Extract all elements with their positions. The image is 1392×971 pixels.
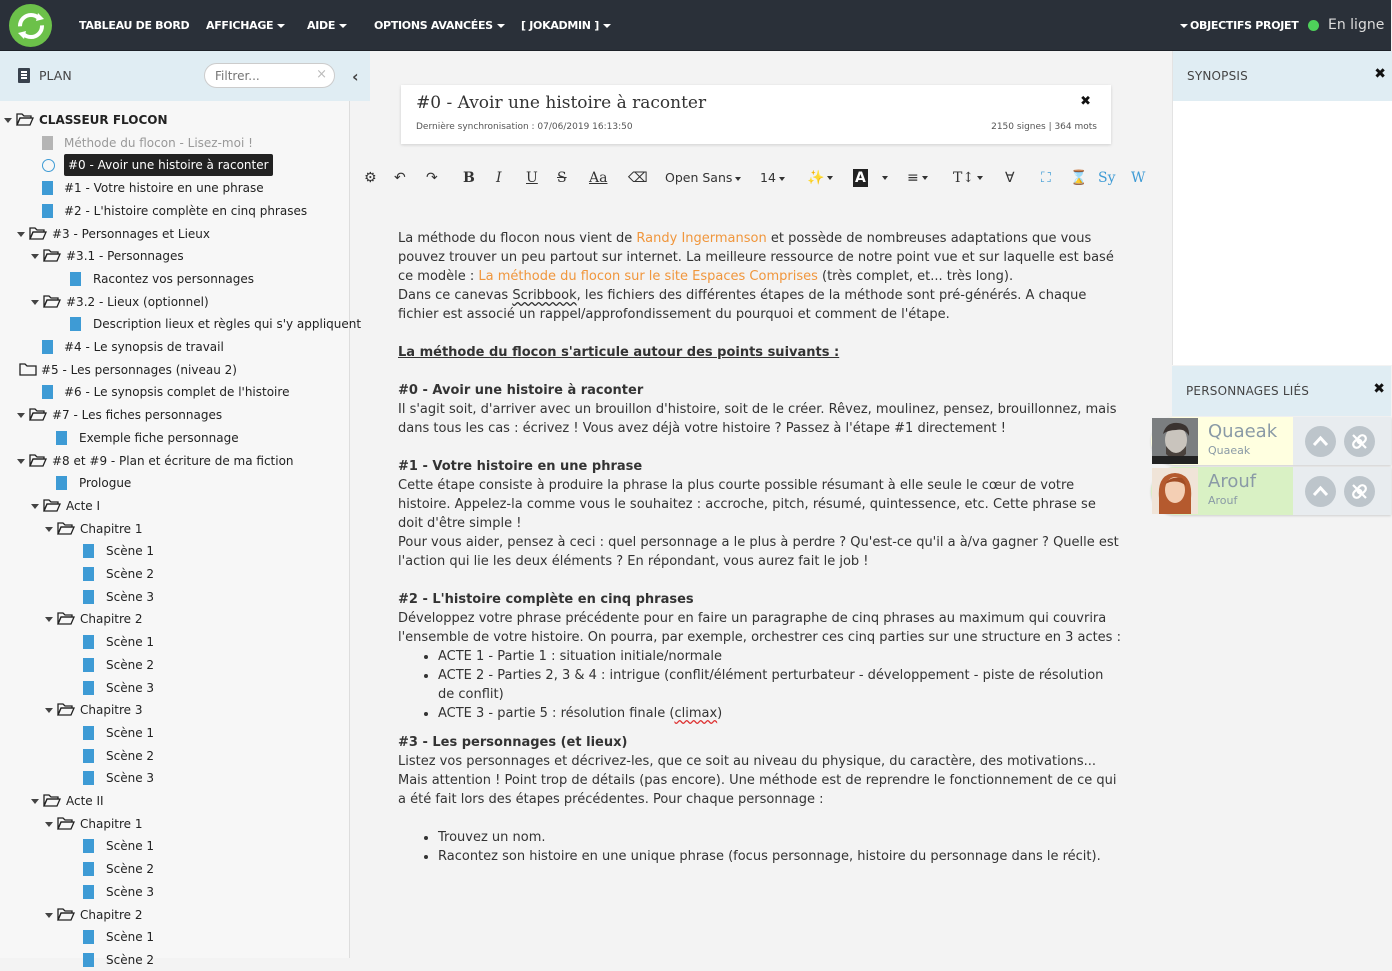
tree-item-label: #5 - Les personnages (niveau 2) [41,363,237,377]
text-color-dropdown[interactable] [879,166,888,190]
step-text: Cette étape consiste à produire la phrase la plus courte possible résumant à elle seule le cœur de votre histoire. Appelez-la comme vous le souhaitez : accroche, pitch, résumé, quintessence, etc. Cette phrase se doit d'être simple ! [398,478,1096,531]
document-icon [83,590,94,604]
folder-open-icon [57,908,75,921]
document-title[interactable]: #0 - Avoir une histoire à raconter [416,93,707,113]
plan-title: PLAN [39,68,72,83]
list-item: • ACTE 1 - Partie 1 : situation initiale/normale [438,647,1123,666]
tree-item-label: Scène 1 [106,726,155,740]
synopsis-panel [1172,51,1391,365]
character-list [438,828,1123,866]
unlink-button[interactable] [1344,476,1375,507]
tree-item-label: Scène 2 [106,862,155,876]
tree-item-label: Scène 2 [106,658,155,672]
list-item: • ACTE 3 - partie 5 : résolution finale (climax) [438,704,1123,723]
document-icon [42,340,53,354]
expand-toggle-icon[interactable] [45,708,53,713]
tree-item-label: Scène 2 [106,749,155,763]
character-subtitle: Quaeak [1208,444,1251,457]
link-ingermanson[interactable]: Ingermanson [681,231,767,246]
document-icon [42,181,53,195]
synonyms-button[interactable]: Sy [1098,170,1116,186]
document-stats: 2150 signes | 364 mots [991,122,1097,132]
folder-open-icon [43,499,61,512]
caret-down-icon [277,24,285,28]
collapse-panel-button[interactable]: ‹ [352,67,359,86]
document-icon [83,567,94,581]
caret-down-icon [882,176,888,180]
eraser-icon[interactable]: ⌫ [628,170,648,186]
folder-open-icon [43,249,61,262]
document-icon [42,385,53,399]
circle-icon [42,159,55,172]
step-title: #2 - L'histoire complète en cinq phrases [398,592,694,607]
list-item: • Trouvez un nom. [438,828,1123,847]
tree-item-label: #0 - Avoir une histoire à raconter [64,154,273,176]
character-subtitle: Arouf [1208,494,1238,507]
text-height-icon[interactable]: T↕ [953,166,983,190]
book-icon [18,68,30,83]
tree-item-label: #3 - Personnages et Lieux [52,227,211,241]
expand-toggle-icon[interactable] [31,504,39,509]
spellcheck-icon[interactable]: ∀ [1005,170,1015,186]
align-icon[interactable]: ≡ [907,166,928,190]
synopsis-title: SYNOPSIS [1187,69,1248,83]
move-up-button[interactable] [1305,476,1336,507]
step-title: #1 - Votre histoire en une phrase [398,459,643,474]
italic-icon[interactable]: I [496,170,502,186]
document-icon [56,476,67,490]
folder-open-icon [43,295,61,308]
document-icon [83,635,94,649]
folder-open-icon [57,612,75,625]
synopsis-header [1173,51,1392,101]
expand-toggle-icon[interactable] [45,617,53,622]
folder-open-icon [57,817,75,830]
font-case-icon[interactable]: Aa [589,170,608,186]
link-espaces-comprises[interactable]: La méthode du flocon sur le site Espaces Comprises [478,269,818,284]
caret-down-icon [977,176,983,180]
synopsis-textarea[interactable] [1173,101,1392,365]
tree-item-label: Scène 3 [106,885,155,899]
filter-input[interactable] [215,67,310,84]
close-characters-icon[interactable]: ✖ [1373,381,1385,397]
tree-item-label: Scène 1 [106,544,155,558]
tree-item-label: Chapitre 1 [80,817,143,831]
document-icon [83,771,94,785]
acts-list [438,647,1123,723]
plan-panel [0,51,362,967]
folder-open-icon [29,408,47,421]
expand-toggle-icon[interactable] [31,300,39,305]
text-color-icon[interactable]: A [855,170,866,186]
document-icon [83,953,94,967]
editor-toolbar [360,166,1160,190]
tree-item-label: Chapitre 2 [80,612,143,626]
tree-item-label: Scène 3 [106,771,155,785]
tree-item-label: Scène 2 [106,567,155,581]
section-heading: La méthode du flocon s'articule autour des points suivants : [398,345,840,360]
expand-toggle-icon[interactable] [31,799,39,804]
list-item: • ACTE 2 - Parties 2, 3 & 4 : intrigue (conflit/élément perturbateur - développement - piste de résolution de conflit) [438,666,1123,704]
filter-box [204,63,335,88]
tree-item-label: Scène 2 [106,953,155,967]
step-text: Développez votre phrase précédente pour en faire un paragraphe de cinq phrases au maximum qui couvrira l'ensemble de votre histoire. On pourra, par exemple, orchestrer ces cinq parties sur une structure en 3 actes : [398,611,1121,645]
nav-aide[interactable]: AIDE [307,0,347,51]
tree-item-label: Scène 1 [106,930,155,944]
tree-item-label: Acte I [66,499,101,513]
caret-down-icon [779,177,785,181]
avatar [1152,468,1198,514]
folder-open-icon [57,703,75,716]
document-icon [83,726,94,740]
online-status-text: En ligne [1328,17,1385,33]
nav-dashboard[interactable]: TABLEAU DE BORD [79,19,190,32]
tree-item-label: Scène 3 [106,590,155,604]
underline-icon[interactable]: U [526,170,538,186]
tree-item-label: Scène 1 [106,635,155,649]
tree-item-label: Méthode du flocon - Lisez-moi ! [64,136,253,150]
expand-toggle-icon[interactable] [17,459,25,464]
undo-icon[interactable]: ↶ [394,170,406,186]
linked-characters-header [1172,366,1391,416]
expand-toggle-icon[interactable] [45,913,53,918]
expand-toggle-icon[interactable] [31,254,39,259]
expand-toggle-icon[interactable] [4,118,12,123]
step-title: #3 - Les personnages (et lieux) [398,735,628,750]
online-status-dot [1308,20,1319,31]
folder-open-icon [16,113,34,126]
unlink-button[interactable] [1344,426,1375,457]
caret-down-icon [339,24,347,28]
document-icon [42,204,53,218]
document-icon [83,930,94,944]
character-actions [1293,467,1391,515]
document-icon [83,839,94,853]
expand-toggle-icon[interactable] [17,413,25,418]
document-icon [83,885,94,899]
hourglass-icon[interactable]: ⌛ [1070,170,1088,186]
tree-item-label: #4 - Le synopsis de travail [64,340,224,354]
linked-characters-title: PERSONNAGES LIÉS [1186,384,1310,398]
clear-filter-icon[interactable]: × [316,67,327,82]
paragraph: La méthode du flocon nous vient de Randy Ingermanson et possède de nombreuses adaptations que vous pouvez trouver un peu partout sur internet. La meilleure ressource de notre point vue et sur laquelle est basé ce modèle : La méthode du flocon sur le site Espaces Comprises (très complet, et... très long). [398,231,1114,284]
link-randy[interactable]: Randy [636,231,678,246]
nav-affichage[interactable]: AFFICHAGE [206,0,285,51]
tree-item-label: #1 - Votre histoire en une phrase [64,181,264,195]
folder-icon [19,363,37,376]
wikipedia-button[interactable]: W [1131,170,1146,186]
avatar [1152,418,1198,464]
tree-item-label: Description lieux et règles qui s'y appliquent [93,317,362,331]
caret-down-icon [735,177,741,181]
tree-item-label: #6 - Le synopsis complet de l'histoire [64,385,290,399]
font-family-select[interactable]: Open Sans [665,166,741,190]
tree-item-label: Scène 1 [106,839,155,853]
expand-toggle-icon[interactable] [45,822,53,827]
step-text: Pour vous aider, pensez à ceci : quel personnage a le plus à perdre ? Qu'est-ce qu'il a à/va gagner ? Quelle est l'action qui lie les deux éléments ? En répondant, vous aurez fait le job ! [398,535,1119,569]
step-title: #0 - Avoir une histoire à raconter [398,383,644,398]
magic-wand-icon[interactable]: ✨ [807,166,833,190]
character-name: Quaeak [1208,421,1278,442]
character-actions [1293,417,1391,465]
document-icon [42,136,53,150]
nav-user-menu[interactable]: [ JOKADMIN ] [521,0,611,51]
tree-item-label: Scène 3 [106,681,155,695]
app-logo[interactable] [9,4,52,47]
expand-toggle-icon[interactable] [45,527,53,532]
document-icon [70,317,81,331]
caret-down-icon [497,24,505,28]
folder-open-icon [29,454,47,467]
document-icon [83,681,94,695]
caret-down-icon [922,176,928,180]
tree-item-label: #3.1 - Personnages [66,249,184,263]
tree-item-label: Chapitre 2 [80,908,143,922]
tree-item-label: Chapitre 3 [80,703,143,717]
close-document-icon[interactable]: ✖ [1080,94,1091,109]
strikethrough-icon[interactable]: S [557,170,567,186]
document-icon [83,862,94,876]
character-card-arouf[interactable] [1151,467,1391,515]
plan-header [0,51,370,101]
document-icon [83,658,94,672]
caret-down-icon [1180,24,1188,28]
settings-gear-icon[interactable]: ⚙ [364,170,377,186]
move-up-button[interactable] [1305,426,1336,457]
tree-item-label: Chapitre 1 [80,522,143,536]
tree-item-label: #2 - L'histoire complète en cinq phrases [64,204,308,218]
expand-toggle-icon[interactable] [17,232,25,237]
unlink-icon [1350,432,1369,451]
tree-item-label: Prologue [79,476,132,490]
document-icon [70,272,81,286]
character-name: Arouf [1208,471,1257,492]
list-item: • Racontez son histoire en une unique phrase (focus personnage, histoire du personnage dans le récit). [438,847,1123,866]
editor-content[interactable] [398,229,1123,866]
tree-item-label: #7 - Les fiches personnages [52,408,223,422]
folder-open-icon [57,522,75,535]
step-text: Listez vos personnages et décrivez-les, que ce soit au niveau du physique, du caractère, des motivations... Mais attention ! Point trop de détails (pas encore). Une méthode est de reprendre le fonctionnement de ce qui a été fait lors des étapes précédentes. Pour chaque personnage : [398,754,1117,807]
document-icon [56,431,67,445]
font-size-select[interactable]: 14 [760,166,785,190]
unlink-icon [1350,482,1369,501]
tree-item-label: Acte II [66,794,104,808]
close-synopsis-icon[interactable]: ✖ [1374,66,1386,82]
caret-down-icon [827,176,833,180]
tree-item-label: Exemple fiche personnage [79,431,239,445]
chevron-up-icon [1311,432,1330,451]
step-text: Il s'agit soit, d'arriver avec un brouillon d'histoire, soit de le créer. Rêvez, moulinez, pensez, brouillonnez, mais dans tous les cas : écrivez ! Vous avez déjà votre histoire ? Passez à l'étape #1 directement ! [398,402,1117,436]
nav-project-goals[interactable]: OBJECTIFS PROJET [1180,0,1298,51]
tree-item-label: CLASSEUR FLOCON [39,113,168,127]
document-header [401,85,1111,144]
tree-item-label: Racontez vos personnages [93,272,255,286]
bold-icon[interactable]: B [463,170,475,186]
folder-open-icon [43,794,61,807]
last-sync-text: Dernière synchronisation : 07/06/2019 16:13:50 [416,122,633,132]
redo-icon[interactable]: ↷ [426,170,438,186]
document-icon [83,544,94,558]
chevron-up-icon [1311,482,1330,501]
nav-advanced-options[interactable]: OPTIONS AVANCÉES [374,0,505,51]
document-icon [83,749,94,763]
caret-down-icon [603,24,611,28]
sync-logo-icon [14,9,48,43]
folder-open-icon [29,227,47,240]
fullscreen-icon[interactable]: ⛶ [1041,170,1051,186]
top-navbar [0,0,1391,51]
paragraph: Dans ce canevas Scribbook, les fichiers des différentes étapes de la méthode sont pré-générés. A chaque fichier est associé un rappel/approfondissement du pourquoi et comment de l'étape. [398,288,1087,322]
tree-item-label: #8 et #9 - Plan et écriture de ma fiction [52,454,294,468]
tree-item-label: #3.2 - Lieux (optionnel) [66,295,209,309]
character-card-quaeak[interactable] [1151,417,1391,465]
